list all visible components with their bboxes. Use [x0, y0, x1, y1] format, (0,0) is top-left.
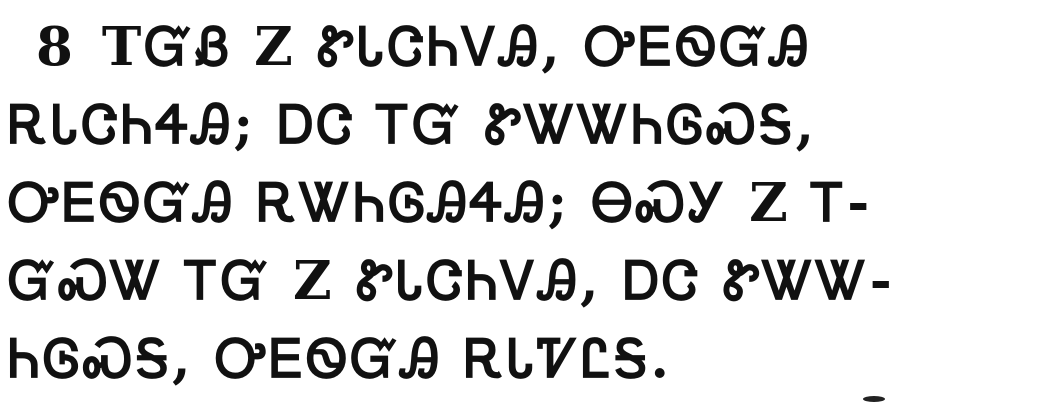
verse-line-4: ᏳᏍᏔ ᎢᏳ Z ᏑᏓᏣᏂᏙᎯ, ᎠᏣ ᏑᏔᏔ- — [8, 250, 895, 312]
verse-line-1 — [36, 12, 812, 82]
verse-line-5: ᏂᎶᏍᎦ, ᎤᎬᏫᏳᎯ ᎡᏓᏤᏝᎦ. — [8, 328, 673, 390]
verse-line-3: ᎤᎬᏫᏳᎯ ᎡᏔᏂᎶᎯᏎᎯ; ᎾᏍᎩ Z Ꭲ- — [8, 172, 873, 234]
verse-number: 8 — [36, 16, 76, 78]
verse-line-2: ᎡᏓᏣᏂᏎᎯ; ᎠᏣ ᎢᏳ ᏑᏔᏔᏂᎶᏍᎦ, — [8, 94, 818, 156]
ink-speck — [863, 396, 885, 402]
verse-line-1-text: TᏳᏰ Z ᏑᏓᏣᏂᏙᎯ, ᎤᎬᏫᏳᎯ — [101, 16, 812, 78]
